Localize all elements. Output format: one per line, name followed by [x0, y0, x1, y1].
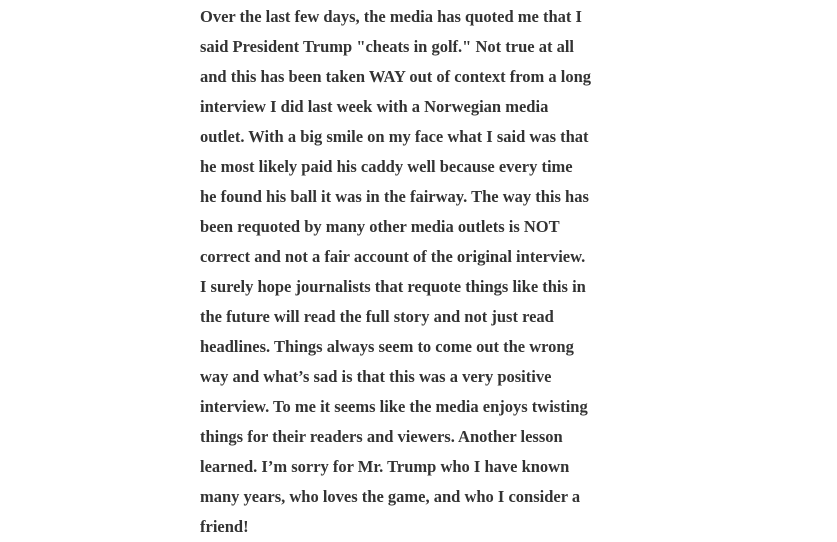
text-line: headlines. Things always seem to come out the wrong — [200, 337, 574, 356]
text-line: he most likely paid his caddy well because every time — [200, 157, 573, 176]
text-line: he found his ball it was in the fairway. The way this has — [200, 187, 589, 206]
text-line: things for their readers and viewers. Another lesson — [200, 427, 563, 446]
article-body — [200, 2, 620, 542]
text-line: many years, who loves the game, and who I consider a — [200, 487, 581, 506]
text-line: said President Trump "cheats in golf." Not true at all — [200, 37, 574, 56]
text-line: and this has been taken WAY out of context from a long — [200, 67, 592, 86]
text-line: outlet. With a big smile on my face what I said was that — [200, 127, 589, 146]
text-line: interview. To me it seems like the media enjoys twisting — [200, 397, 588, 416]
statement-paragraph — [200, 2, 620, 542]
text-line: I surely hope journalists that requote things like this in — [200, 277, 586, 296]
text-line: way and what’s sad is that this was a very positive — [200, 367, 552, 386]
text-line: learned. I’m sorry for Mr. Trump who I have known — [200, 457, 570, 476]
text-line: the future will read the full story and not just read — [200, 307, 554, 326]
text-line: Over the last few days, the media has quoted me that I — [200, 7, 582, 26]
text-line: correct and not a fair account of the original interview. — [200, 247, 586, 266]
text-line: friend! — [200, 517, 249, 536]
text-line: been requoted by many other media outlets is NOT — [200, 217, 560, 236]
text-line: interview I did last week with a Norwegian media — [200, 97, 549, 116]
